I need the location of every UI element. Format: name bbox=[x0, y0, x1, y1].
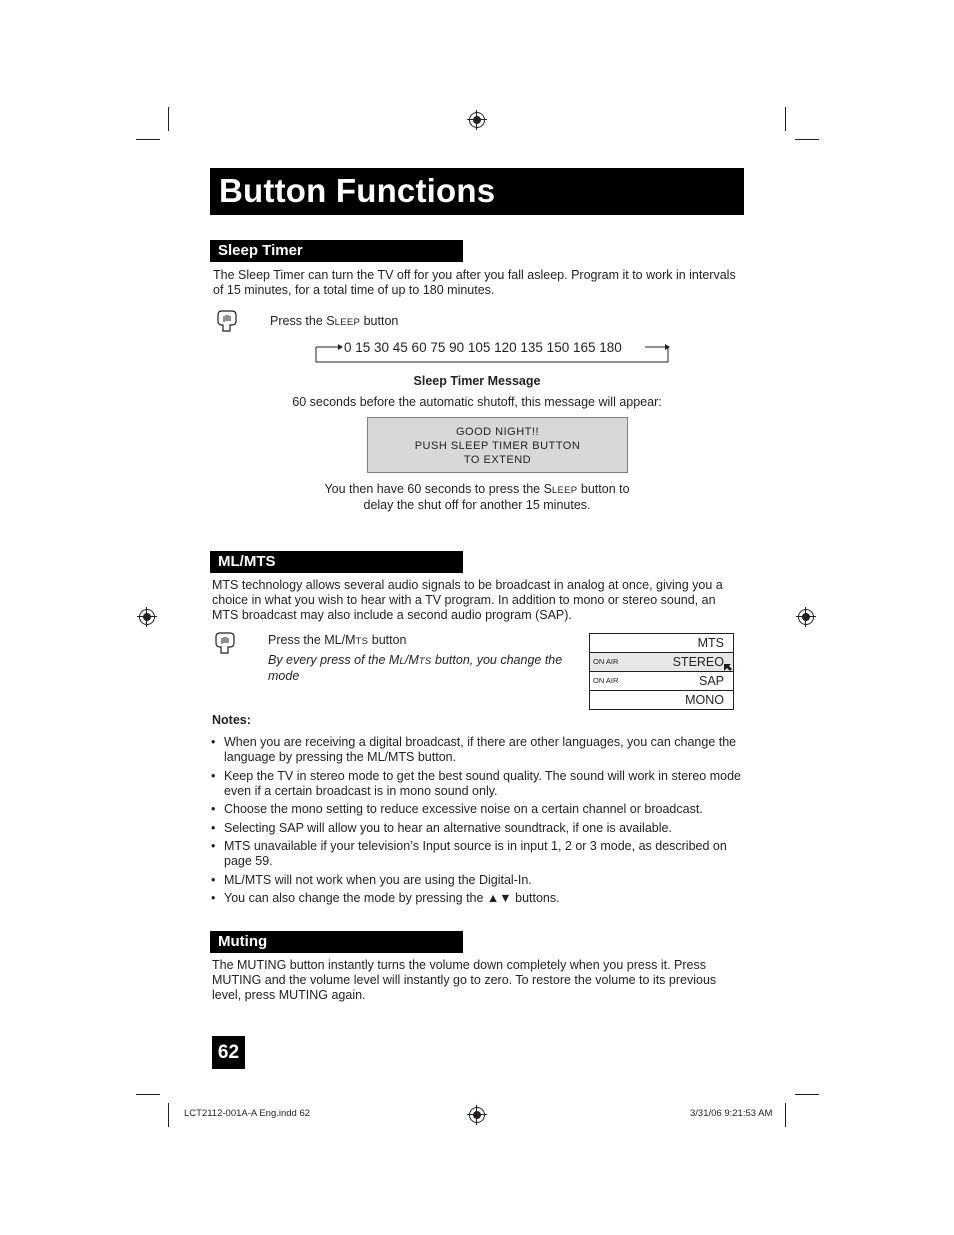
good-night-message-box bbox=[367, 417, 628, 473]
mts-mode-table bbox=[589, 633, 734, 710]
mlmts-instruction-note: By every press of the ML/MTS button, you change the mode bbox=[268, 653, 563, 683]
crop-mark bbox=[795, 1094, 819, 1095]
crop-mark bbox=[785, 107, 786, 131]
notes-heading: Notes: bbox=[212, 713, 251, 727]
crop-mark bbox=[136, 139, 160, 140]
page-title: Button Functions bbox=[219, 172, 496, 209]
page-number: 62 bbox=[212, 1036, 245, 1069]
section-heading-muting bbox=[210, 931, 463, 953]
mlmts-intro: MTS technology allows several audio signals to be broadcast in analog at once, giving you a choice in what you wish to hear with a TV program. In addition to mono or stereo sound, an MTS broadcast may also include a second audio program (SAP). bbox=[212, 578, 723, 622]
mlmts-instruction: Press the ML/MTS button bbox=[268, 633, 407, 647]
sleep-timer-intro: The Sleep Timer can turn the TV off for you after you fall asleep. Program it to work in intervals of 15 minutes, for a total time of up to 180 minutes. bbox=[213, 268, 736, 297]
registration-mark-icon bbox=[798, 609, 814, 625]
muting-body: The MUTING button instantly turns the volume down completely when you press it. Press MUTING and the volume level will instantly go to zero. To restore the volume to its previous level, press MUTING again. bbox=[212, 958, 717, 1002]
footer-file-info: LCT2112-001A-A Eng.indd 62 bbox=[184, 1108, 311, 1119]
sleep-message-intro: 60 seconds before the automatic shutoff, this message will appear: bbox=[292, 395, 662, 409]
registration-mark-icon bbox=[469, 112, 485, 128]
crop-mark bbox=[785, 1103, 786, 1127]
crop-mark bbox=[168, 107, 169, 131]
sleep-after-text: You then have 60 seconds to press the SLEEP button to delay the shut off for another 15 minutes. bbox=[324, 482, 630, 512]
page-title-bar bbox=[210, 168, 744, 215]
message-line: TO EXTEND bbox=[463, 454, 532, 466]
registration-mark-icon bbox=[469, 1107, 485, 1123]
mts-row: MTS bbox=[590, 634, 733, 653]
sleep-instruction: Press the SLEEP button bbox=[270, 314, 399, 328]
sleep-interval-sequence: 0 15 30 45 60 75 90 105 120 135 150 165 180 bbox=[344, 340, 622, 355]
footer-timestamp: 3/31/06 9:21:53 AM bbox=[690, 1108, 773, 1119]
press-button-hand-icon bbox=[215, 309, 239, 333]
sleep-message-heading: Sleep Timer Message bbox=[413, 374, 541, 388]
message-line: PUSH SLEEP TIMER BUTTON bbox=[414, 440, 581, 452]
section-heading-mlmts bbox=[210, 551, 463, 573]
mts-row: ON AIR STEREO bbox=[590, 653, 733, 672]
message-line: GOOD NIGHT!! bbox=[456, 426, 539, 438]
section-heading-sleep-timer bbox=[210, 240, 463, 262]
mts-row: ON AIR SAP bbox=[590, 672, 733, 691]
section-heading-label: Muting bbox=[218, 933, 268, 950]
crop-mark bbox=[795, 139, 819, 140]
crop-mark bbox=[136, 1094, 160, 1095]
registration-mark-icon bbox=[139, 609, 155, 625]
mts-row: MONO bbox=[685, 693, 724, 707]
section-heading-label: ML/MTS bbox=[218, 553, 276, 570]
section-heading-label: Sleep Timer bbox=[218, 242, 303, 259]
press-button-hand-icon bbox=[213, 631, 237, 655]
crop-mark bbox=[168, 1103, 169, 1127]
